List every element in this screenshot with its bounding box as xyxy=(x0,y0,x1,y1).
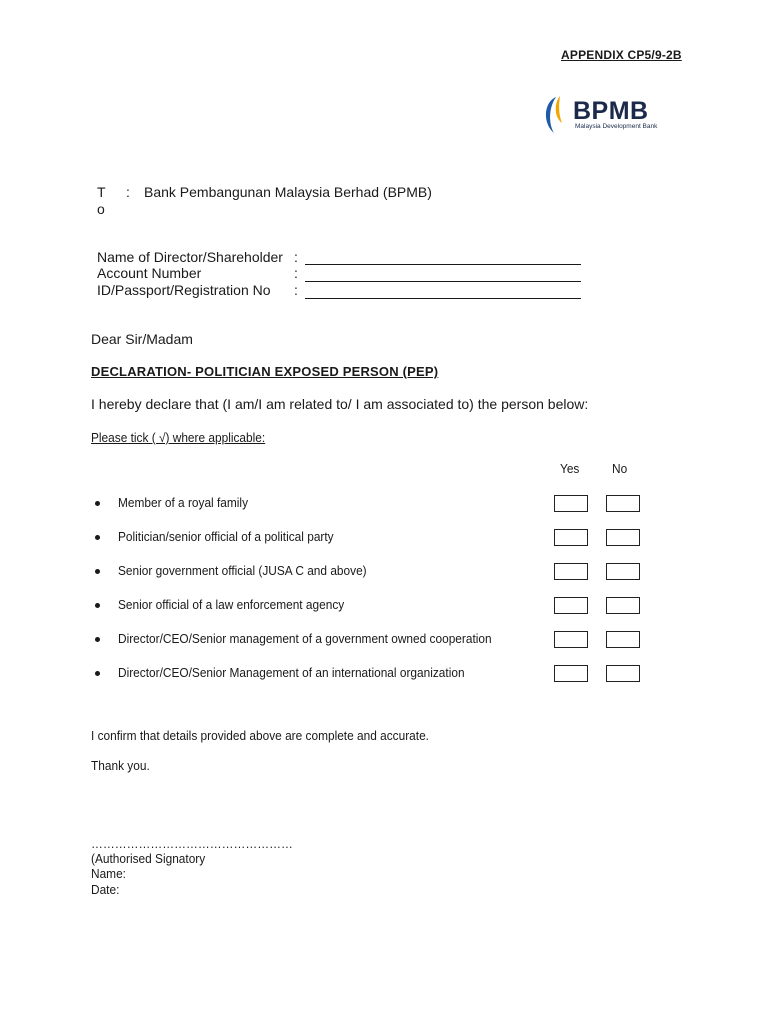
international-organization-no-checkbox[interactable] xyxy=(606,665,640,682)
item-royal-family-label: Member of a royal family xyxy=(118,496,249,510)
director-name-label: Name of Director/Shareholder xyxy=(97,249,283,265)
item-international-organization-label: Director/CEO/Senior Management of an international organization xyxy=(118,666,465,680)
bullet-icon xyxy=(95,603,100,608)
thank-you-text: Thank you. xyxy=(91,759,150,773)
item-politician-label: Politician/senior official of a political party xyxy=(118,530,334,544)
signature-line: …………………………………………… xyxy=(91,837,293,851)
logo-name: BPMB xyxy=(573,97,649,125)
declaration-heading: DECLARATION- POLITICIAN EXPOSED PERSON (PEP) xyxy=(91,364,439,379)
confirmation-text: I confirm that details provided above are complete and accurate. xyxy=(91,729,429,743)
logo-tagline: Malaysia Development Bank xyxy=(575,123,658,130)
bullet-icon xyxy=(95,569,100,574)
bpmb-logo xyxy=(540,93,678,137)
to-colon: : xyxy=(126,184,130,200)
signatory-label: (Authorised Signatory xyxy=(91,852,206,866)
bullet-icon xyxy=(95,637,100,642)
no-column-header: No xyxy=(612,462,628,476)
recipient-name: Bank Pembangunan Malaysia Berhad (BPMB) xyxy=(144,184,432,200)
item-government-official-label: Senior government official (JUSA C and above) xyxy=(118,564,367,578)
id-passport-label: ID/Passport/Registration No xyxy=(97,282,271,298)
royal-family-no-checkbox[interactable] xyxy=(606,495,640,512)
tick-instruction: Please tick ( √) where applicable: xyxy=(91,431,266,445)
bullet-icon xyxy=(95,501,100,506)
appendix-reference: APPENDIX CP5/9-2B xyxy=(561,48,682,62)
government-cooperation-yes-checkbox[interactable] xyxy=(554,631,588,648)
id-passport-colon: : xyxy=(294,282,298,298)
politician-yes-checkbox[interactable] xyxy=(554,529,588,546)
salutation: Dear Sir/Madam xyxy=(91,331,193,347)
law-enforcement-yes-checkbox[interactable] xyxy=(554,597,588,614)
id-passport-field[interactable] xyxy=(305,298,581,299)
item-government-cooperation-label: Director/CEO/Senior management of a government owned cooperation xyxy=(118,632,492,646)
signatory-name-label: Name: xyxy=(91,867,126,881)
to-label-t: T xyxy=(97,184,106,200)
law-enforcement-no-checkbox[interactable] xyxy=(606,597,640,614)
declaration-text: I hereby declare that (I am/I am related to/ I am associated to) the person below: xyxy=(91,396,589,412)
item-law-enforcement-label: Senior official of a law enforcement agency xyxy=(118,598,345,612)
royal-family-yes-checkbox[interactable] xyxy=(554,495,588,512)
yes-column-header: Yes xyxy=(560,462,580,476)
director-name-field[interactable] xyxy=(305,264,581,265)
bullet-icon xyxy=(95,671,100,676)
account-number-field[interactable] xyxy=(305,281,581,282)
government-cooperation-no-checkbox[interactable] xyxy=(606,631,640,648)
government-official-no-checkbox[interactable] xyxy=(606,563,640,580)
signatory-date-label: Date: xyxy=(91,883,120,897)
account-number-label: Account Number xyxy=(97,265,202,281)
politician-no-checkbox[interactable] xyxy=(606,529,640,546)
bpmb-crescent-icon xyxy=(540,93,574,137)
bullet-icon xyxy=(95,535,100,540)
account-number-colon: : xyxy=(294,265,298,281)
international-organization-yes-checkbox[interactable] xyxy=(554,665,588,682)
to-label-o: o xyxy=(97,201,105,217)
government-official-yes-checkbox[interactable] xyxy=(554,563,588,580)
director-name-colon: : xyxy=(294,249,298,265)
